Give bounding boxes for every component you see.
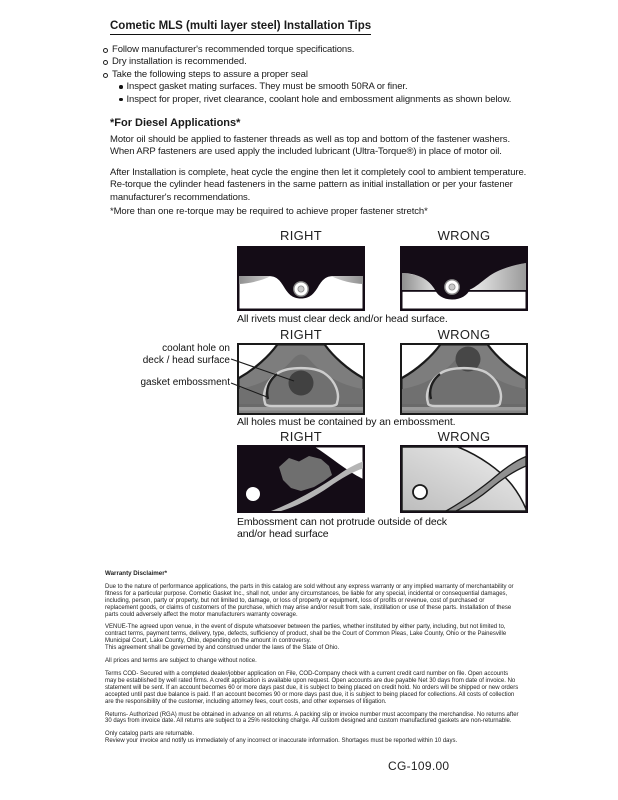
list-item-text: Dry installation is recommended. xyxy=(112,56,247,68)
page-code: CG-109.00 xyxy=(388,759,450,773)
circle-bullet-icon xyxy=(103,48,108,53)
row1-caption: All rivets must clear deck and/or head surface. xyxy=(237,313,448,325)
venue-paragraph: VENUE-The agreed upon venue, in the event of dispute whatsoever between the parties, whether instituted by either party, including, but not limited to, contract terms, payment terms, delivery, type, defects, sufficiency of product, shall be the Court of Common Pleas, Lake County, Ohio or the Painesville Municipal Court, Lake County, Ohio, depending on the amount in controversy. This agreement shall be governed by and construed under the laws of the State of Ohio. xyxy=(105,624,507,652)
catalog-returns-paragraph: Only catalog parts are returnable. Review your invoice and notify us immediately of any incorrect or inaccurate information. Shortages must be reported within 10 days. xyxy=(105,731,458,745)
list-item-text: Follow manufacturer's recommended torque specifications. xyxy=(112,44,355,55)
dot-bullet-icon xyxy=(119,98,123,102)
embossment-protrude-right-illustration xyxy=(237,445,365,513)
row3-right-diagram xyxy=(237,445,365,513)
coolant-hole-callout: coolant hole on deck / head surface xyxy=(142,343,230,366)
warranty-paragraph: Due to the nature of performance applications, the parts in this catalog are sold without any express warranty or any implied warranty of merchantability or fitness for a particular purpose. Cometic Gasket Inc., shall not, under any circumstances, be liable for any special, incidental or consequential damages, including, person, party or property, but not limited to, damage, or loss of property or equipment, loss of profits or revenue, cost of purchased or replacement goods, or claims of customers of the purchase, which may arise and/or result from sale, instillation or use of these parts. Installation of these parts could adversely affect the motor manufacturers warranty coverage. xyxy=(105,583,514,618)
bolt-hole xyxy=(413,485,427,499)
embossment-contained-wrong-illustration xyxy=(400,343,528,415)
page-title: Cometic MLS (multi layer steel) Installation Tips xyxy=(110,20,371,35)
row1-wrong-label: WRONG xyxy=(437,228,491,243)
row1-wrong-diagram xyxy=(400,246,528,311)
bolt-hole xyxy=(246,487,260,501)
installation-tips-list xyxy=(103,44,543,106)
row2-wrong-label: WRONG xyxy=(437,327,491,342)
list-item xyxy=(103,56,543,68)
row2-right-label: RIGHT xyxy=(280,327,322,342)
dot-bullet-icon xyxy=(119,85,123,89)
diesel-section-heading: *For Diesel Applications* xyxy=(110,117,241,129)
list-item xyxy=(103,94,543,106)
diesel-paragraph-2: After Installation is complete, heat cycle the engine then let it completely cool to ambient temperature. Re-torque the cylinder head fasteners in the same pattern as initial installation or per your fastener manufacturer's recommendations. xyxy=(110,167,527,203)
list-item xyxy=(103,69,543,81)
diesel-paragraph-1: Motor oil should be applied to fastener threads as well as top and bottom of the fastener washers. When ARP fasteners are used apply the included lubricant (Ultra-Torque®) in place of motor oil. xyxy=(110,134,510,158)
circle-bullet-icon xyxy=(103,73,108,78)
terms-cod-paragraph: Terms COD- Secured with a completed dealer/jobber application on File, COD-Company check with a current credit card number on file. Open accounts may be established by well rated firms. A credit application is available upon request. Open accounts are due payable Net 30 days from date of invoice. No statement will be sent. If an account becomes 60 or more days past due, it is subject to being placed on credit hold. No orders will be shipped or new orders accepted until past due balance is paid. If an account becomes 90 or more days past due, it is subject to being placed for collections. All costs of collection are the responsibility of the customer, including attorney fees, court costs, and other expenses of litigation. xyxy=(105,670,519,705)
rivet-icon xyxy=(445,280,459,294)
list-item-text: Inspect gasket mating surfaces. They must be smooth 50RA or finer. xyxy=(126,81,408,93)
list-item-text: Inspect for proper, rivet clearance, coolant hole and embossment alignments as shown below. xyxy=(126,93,512,105)
warranty-disclaimer-heading: Warranty Disclaimer* xyxy=(105,570,168,577)
row1-right-diagram xyxy=(237,246,365,311)
rivet-clear-right-illustration xyxy=(237,246,365,311)
returns-paragraph: Returns- Authorized (RGA) must be obtained in advance on all returns. A packing slip or invoice number must accompany the merchandise. No returns after 30 days from invoice date. All returns are subject to a 25% restocking charge. All custom designed and custom manufactured gaskets are non-returnable. xyxy=(105,711,519,725)
row3-wrong-diagram xyxy=(400,445,528,513)
retorque-note: *More than one re-torque may be required to achieve proper fastener stretch* xyxy=(110,206,428,217)
row2-caption: All holes must be contained by an embossment. xyxy=(237,416,456,428)
fine-print-section xyxy=(105,571,519,751)
row1-right-label: RIGHT xyxy=(280,228,322,243)
callout-leader-lines xyxy=(230,350,308,402)
row3-right-label: RIGHT xyxy=(280,429,322,444)
row3-caption: Embossment can not protrude outside of deck and/or head surface xyxy=(237,516,447,540)
list-item-text: Take the following steps to assure a proper seal xyxy=(112,68,308,80)
rivet-clear-wrong-illustration xyxy=(400,246,528,311)
row3-wrong-label: WRONG xyxy=(437,429,491,444)
list-item xyxy=(103,81,543,93)
prices-paragraph: All prices and terms are subject to change without notice. xyxy=(105,658,257,665)
rivet-icon xyxy=(294,282,308,296)
row2-wrong-diagram xyxy=(400,343,528,415)
embossment-protrude-wrong-illustration xyxy=(400,445,528,513)
gasket-embossment-callout: gasket embossment xyxy=(140,377,230,388)
circle-bullet-icon xyxy=(103,60,108,65)
list-item xyxy=(103,44,543,56)
